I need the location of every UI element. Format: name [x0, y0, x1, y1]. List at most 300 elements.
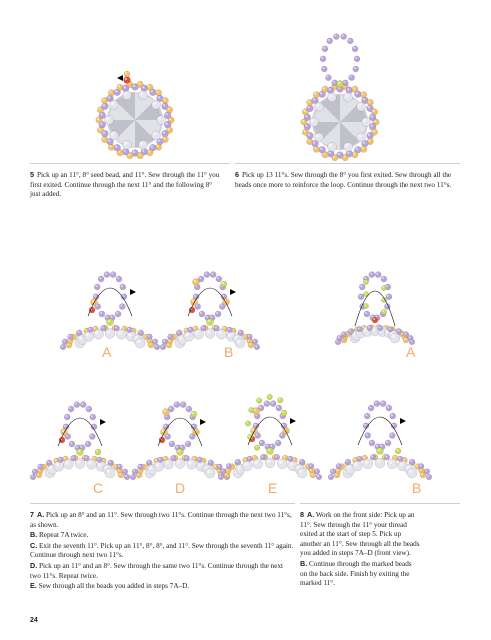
bead-highlight — [278, 398, 280, 400]
bead-highlight — [158, 96, 160, 98]
figure-7c — [30, 375, 120, 480]
bead-highlight — [110, 316, 112, 318]
divider-bottom-left — [30, 503, 295, 504]
pearl — [54, 461, 64, 471]
bead-highlight — [111, 273, 113, 275]
bead-highlight — [377, 460, 381, 464]
gold-bead — [163, 409, 170, 416]
bead-highlight — [140, 142, 143, 145]
bead-highlight — [282, 411, 284, 413]
step-5 — [30, 170, 220, 200]
thread-arrow — [117, 75, 123, 81]
bead-highlight — [419, 464, 421, 466]
bead-highlight — [108, 96, 110, 98]
lavender-bead — [185, 441, 191, 447]
bead-highlight — [92, 300, 94, 302]
bead-highlight — [354, 458, 356, 460]
figure-8b — [330, 375, 430, 480]
bead-highlight — [337, 464, 339, 466]
lavender-bead — [71, 455, 77, 461]
bead-highlight — [338, 82, 340, 84]
bead-highlight — [376, 445, 378, 447]
green-bead — [256, 398, 262, 404]
bead-highlight — [306, 465, 308, 467]
bead-highlight — [91, 415, 93, 417]
pearl — [375, 458, 385, 468]
bead-highlight — [142, 86, 144, 88]
substep-text: Pick up an 8° and an 11°. Sew through two 11°s. Continue through the next two 11°s, as shown. — [30, 511, 292, 529]
lavender-bead — [120, 284, 126, 290]
bead-highlight — [98, 458, 100, 460]
thread-arrow — [130, 289, 136, 295]
lavender-bead — [259, 440, 265, 446]
page-number: 24 — [30, 617, 38, 624]
bead-highlight — [369, 406, 371, 408]
bead-highlight — [365, 414, 367, 416]
bead-highlight — [149, 343, 151, 345]
bead-highlight — [61, 345, 63, 347]
lavender-bead — [30, 474, 36, 480]
bead-highlight — [124, 142, 127, 145]
bead-highlight — [376, 273, 378, 275]
pearl — [109, 131, 118, 140]
pearl — [362, 118, 371, 127]
bead-highlight — [275, 455, 277, 457]
lavender-bead — [138, 464, 144, 470]
green-bead — [363, 279, 368, 284]
bead-highlight — [163, 98, 165, 100]
bead-highlight — [328, 88, 330, 90]
bead-highlight — [170, 442, 172, 444]
lavender-bead — [84, 455, 90, 461]
bead-highlight — [164, 457, 166, 459]
lavender-bead — [186, 406, 192, 412]
green-bead — [337, 81, 344, 88]
lavender-bead — [218, 474, 224, 480]
bead-highlight — [100, 113, 102, 115]
bead-highlight — [200, 312, 202, 314]
bead-highlight — [368, 100, 370, 102]
bead-highlight — [163, 131, 165, 133]
step-7 — [30, 510, 295, 592]
pearl — [242, 461, 252, 471]
lavender-bead — [122, 469, 128, 475]
lavender-bead — [216, 276, 222, 282]
pearl — [297, 468, 307, 478]
bead-highlight — [149, 466, 153, 470]
bead-highlight — [237, 466, 241, 470]
green-bead — [77, 449, 84, 456]
pearl — [387, 459, 397, 469]
bead-highlight — [300, 460, 302, 462]
lavender-bead — [364, 311, 370, 317]
lavender-bead — [226, 463, 232, 469]
substep-text: Repeat 7A twice. — [37, 531, 89, 540]
bead-highlight — [368, 133, 370, 135]
bead-highlight — [338, 153, 340, 155]
bead-highlight — [371, 455, 373, 457]
bead-highlight — [328, 39, 330, 41]
gold-bead — [251, 428, 258, 435]
bead-highlight — [220, 305, 222, 307]
bead-highlight — [155, 459, 157, 461]
green-bead — [245, 421, 251, 427]
bead-highlight — [364, 304, 366, 306]
lavender-bead — [184, 455, 190, 461]
bead-highlight — [156, 145, 158, 147]
bead-highlight — [303, 110, 305, 112]
bead-highlight — [103, 98, 105, 100]
bead-highlight — [236, 460, 238, 462]
bead-highlight — [162, 430, 164, 432]
lavender-bead — [214, 325, 220, 331]
bead-highlight — [283, 456, 285, 458]
lavender-bead — [204, 272, 210, 278]
lavender-bead — [215, 311, 221, 317]
lavender-bead — [60, 344, 66, 350]
lavender-bead — [90, 414, 96, 420]
lavender-bead — [325, 75, 331, 81]
bead-highlight — [199, 277, 201, 279]
bead-highlight — [98, 108, 100, 110]
bead-highlight — [106, 316, 108, 318]
lavender-bead — [386, 405, 392, 411]
lavender-bead — [424, 469, 430, 475]
bead-highlight — [399, 457, 401, 459]
green-bead — [177, 449, 184, 456]
pearl — [122, 91, 131, 100]
substep-key: B. — [30, 530, 38, 540]
bead-highlight — [192, 300, 194, 302]
bead-highlight — [409, 336, 411, 338]
lavender-bead — [336, 463, 342, 469]
bead-highlight — [156, 463, 160, 467]
bead-highlight — [176, 446, 178, 448]
lavender-bead — [299, 459, 305, 465]
bead-highlight — [167, 128, 169, 130]
bead-highlight — [128, 328, 130, 330]
thread-arrow — [200, 419, 206, 425]
lavender-bead — [124, 474, 130, 480]
bead-highlight — [382, 277, 384, 279]
lavender-bead — [341, 332, 347, 338]
bead-highlight — [171, 456, 173, 458]
bead-highlight — [186, 442, 188, 444]
pearl — [122, 140, 131, 149]
bead-highlight — [253, 340, 255, 342]
bead-highlight — [161, 345, 163, 347]
lavender-bead — [210, 272, 216, 278]
lavender-bead — [85, 441, 91, 447]
step-number: 7 — [30, 510, 34, 519]
bead-highlight — [270, 445, 272, 447]
bead-highlight — [177, 460, 181, 464]
substep-key: E. — [30, 581, 37, 591]
bead-highlight — [121, 285, 123, 287]
bead-highlight — [164, 410, 166, 412]
lavender-bead — [333, 34, 339, 40]
bead-highlight — [409, 470, 413, 474]
bead-highlight — [260, 441, 262, 443]
bead-highlight — [338, 336, 340, 338]
bead-highlight — [320, 148, 322, 150]
bead-highlight — [380, 445, 382, 447]
bead-highlight — [77, 460, 81, 464]
bead-highlight — [86, 333, 90, 337]
bead-highlight — [255, 446, 257, 448]
lavender-bead — [174, 402, 180, 408]
gold-bead — [91, 299, 98, 306]
figure-label-8b: B — [412, 480, 422, 496]
bead-highlight — [179, 336, 183, 340]
lavender-bead — [254, 344, 260, 350]
bead-highlight — [187, 407, 189, 409]
pearl — [253, 459, 263, 469]
bead-highlight — [153, 102, 156, 105]
bead-highlight — [248, 457, 250, 459]
bead-highlight — [421, 473, 423, 475]
green-bead — [381, 309, 386, 314]
lavender-bead — [130, 474, 136, 480]
divider-top-right — [235, 163, 460, 164]
lavender-bead — [152, 339, 158, 345]
bead-highlight — [97, 118, 99, 120]
bead-highlight — [391, 414, 393, 416]
bead-highlight — [289, 463, 293, 467]
bead-highlight — [248, 435, 250, 437]
bead-highlight — [366, 434, 368, 436]
bead-highlight — [163, 137, 165, 139]
figure-label-7c: C — [93, 480, 104, 496]
lavender-bead — [364, 413, 370, 419]
lavender-bead — [380, 401, 386, 407]
bead-highlight — [396, 449, 398, 451]
lavender-bead — [104, 272, 110, 278]
bead-highlight — [90, 435, 92, 437]
bead-highlight — [244, 335, 246, 337]
lavender-bead — [162, 339, 168, 345]
step-8 — [300, 510, 420, 589]
gold-bead — [191, 299, 198, 306]
gold-bead — [61, 429, 68, 436]
bead-highlight — [81, 403, 83, 405]
lavender-bead — [418, 463, 424, 469]
green-bead — [191, 411, 197, 417]
bead-highlight — [355, 57, 357, 59]
bead-highlight — [363, 141, 365, 143]
bead-highlight — [329, 94, 332, 97]
bead-highlight — [404, 338, 406, 340]
bead-highlight — [252, 429, 254, 431]
bead-highlight — [358, 104, 361, 107]
lavender-bead — [108, 460, 114, 466]
bead-highlight — [250, 408, 252, 410]
bead-highlight — [363, 98, 365, 100]
bead-highlight — [153, 132, 156, 135]
pearl — [152, 131, 161, 140]
bead-highlight — [75, 403, 77, 405]
bead-highlight — [385, 305, 387, 307]
pearl — [310, 118, 319, 127]
bead-highlight — [244, 458, 246, 460]
lavender-bead — [58, 457, 64, 463]
lavender-bead — [274, 454, 280, 460]
bead-highlight — [266, 445, 268, 447]
bead-highlight — [255, 461, 258, 465]
bead-highlight — [65, 461, 69, 465]
bead-highlight — [329, 475, 331, 477]
bead-highlight — [189, 328, 191, 330]
bead-highlight — [427, 475, 429, 477]
lavender-bead — [276, 405, 282, 411]
bead-highlight — [346, 460, 348, 462]
substep-text: Exit the seventh 11°. Pick up an 11°, 8°, 8°, and 11°. Sew through the seventh 11° again. Continue through next two 11°s. — [30, 541, 294, 560]
bead-highlight — [317, 475, 319, 477]
bead-highlight — [368, 139, 370, 141]
bead-highlight — [378, 449, 380, 451]
pearl — [314, 102, 323, 111]
bead-highlight — [192, 412, 194, 414]
lavender-bead — [369, 114, 376, 121]
bead-highlight — [381, 402, 383, 404]
bead-highlight — [323, 47, 325, 49]
lavender-bead — [180, 402, 186, 408]
lavender-bead — [227, 327, 233, 333]
bead-highlight — [254, 424, 256, 426]
bead-highlight — [107, 330, 111, 334]
bead-highlight — [133, 470, 135, 472]
lavender-bead — [369, 272, 375, 278]
bead-highlight — [382, 298, 384, 300]
bead-highlight — [364, 292, 366, 294]
bead-highlight — [85, 329, 87, 331]
green-bead — [381, 285, 386, 290]
bead-highlight — [399, 463, 403, 467]
pearl — [407, 468, 417, 478]
figure-7b — [160, 250, 250, 350]
lavender-bead — [345, 459, 351, 465]
bead-highlight — [101, 326, 103, 328]
lavender-bead — [347, 38, 353, 44]
bead-highlight — [198, 463, 202, 467]
figure-step5 — [80, 60, 190, 155]
bead-highlight — [98, 463, 102, 467]
bead-highlight — [115, 146, 117, 148]
bead-highlight — [387, 406, 389, 408]
bead-highlight — [416, 465, 418, 467]
bead-highlight — [314, 147, 316, 149]
bead-highlight — [279, 461, 283, 465]
bead-highlight — [333, 81, 335, 83]
bead-highlight — [321, 57, 323, 59]
figure-7e — [215, 375, 315, 480]
bead-highlight — [348, 39, 350, 41]
green-bead — [207, 319, 214, 326]
pearl — [357, 102, 366, 111]
red-bead — [372, 317, 378, 323]
step-6 — [235, 170, 455, 190]
bead-highlight — [386, 441, 388, 443]
bead-highlight — [70, 442, 72, 444]
bead-highlight — [303, 130, 305, 132]
bead-highlight — [103, 137, 105, 139]
bead-highlight — [88, 461, 92, 465]
bead-highlight — [108, 139, 110, 141]
substep-text: Work on the front side: Pick up an 11°. Sew through the 11° your thread exited at the start of step 5. Pick up another an 11°. Sew through all the beads you added in steps 7A–D (front view). — [300, 511, 420, 558]
bead-highlight — [198, 458, 200, 460]
lavender-bead — [386, 294, 392, 300]
bead-highlight — [268, 449, 270, 451]
figure-label-7d: D — [175, 480, 186, 496]
pearl — [390, 333, 400, 343]
lavender-bead — [426, 474, 432, 480]
substep-text: Pick up an 11° and an 8°. Sew through the same two 11°s. Continue through the next two 11°s. Repeat twice. — [30, 561, 284, 580]
bead-highlight — [221, 470, 223, 472]
bead-highlight — [123, 149, 125, 151]
lavender-bead — [116, 276, 122, 282]
bead-highlight — [201, 326, 203, 328]
divider-bottom-right — [300, 503, 460, 504]
bead-highlight — [425, 470, 427, 472]
bead-highlight — [56, 463, 60, 467]
lavender-bead — [171, 455, 177, 461]
bead-highlight — [77, 331, 79, 333]
bead-highlight — [378, 326, 380, 328]
green-bead — [395, 448, 401, 454]
lavender-bead — [132, 469, 138, 475]
bead-highlight — [227, 464, 229, 466]
bead-highlight — [387, 295, 389, 297]
bead-highlight — [180, 446, 182, 448]
pearl — [314, 133, 323, 142]
pearl — [184, 331, 194, 341]
bead-highlight — [64, 457, 66, 459]
bead-highlight — [358, 327, 360, 329]
bead-highlight — [118, 85, 120, 87]
bead-highlight — [219, 475, 221, 477]
bead-highlight — [277, 406, 279, 408]
lavender-bead — [390, 413, 396, 419]
bead-highlight — [139, 465, 141, 467]
bead-highlight — [237, 340, 241, 344]
bead-highlight — [186, 333, 190, 337]
bead-highlight — [209, 461, 211, 463]
lavender-bead — [247, 456, 253, 462]
bead-highlight — [163, 104, 165, 106]
bead-highlight — [218, 331, 222, 335]
lavender-bead — [316, 474, 322, 480]
pearl — [175, 459, 185, 469]
lavender-bead — [197, 457, 203, 463]
gold-bead — [124, 71, 130, 77]
lavender-bead — [69, 441, 75, 447]
bead-highlight — [267, 460, 271, 464]
bead-highlight — [249, 343, 251, 345]
lavender-bead — [365, 432, 371, 438]
bead-highlight — [62, 430, 64, 432]
bead-highlight — [94, 327, 96, 329]
bead-highlight — [69, 407, 71, 409]
figure-label-7b: B — [224, 344, 234, 360]
lavender-bead — [110, 272, 116, 278]
bead-highlight — [393, 456, 395, 458]
bead-highlight — [142, 149, 144, 151]
pearl — [352, 461, 362, 471]
bead-highlight — [316, 104, 319, 107]
bead-highlight — [178, 450, 180, 452]
bead-highlight — [356, 148, 358, 150]
bead-highlight — [308, 139, 310, 141]
